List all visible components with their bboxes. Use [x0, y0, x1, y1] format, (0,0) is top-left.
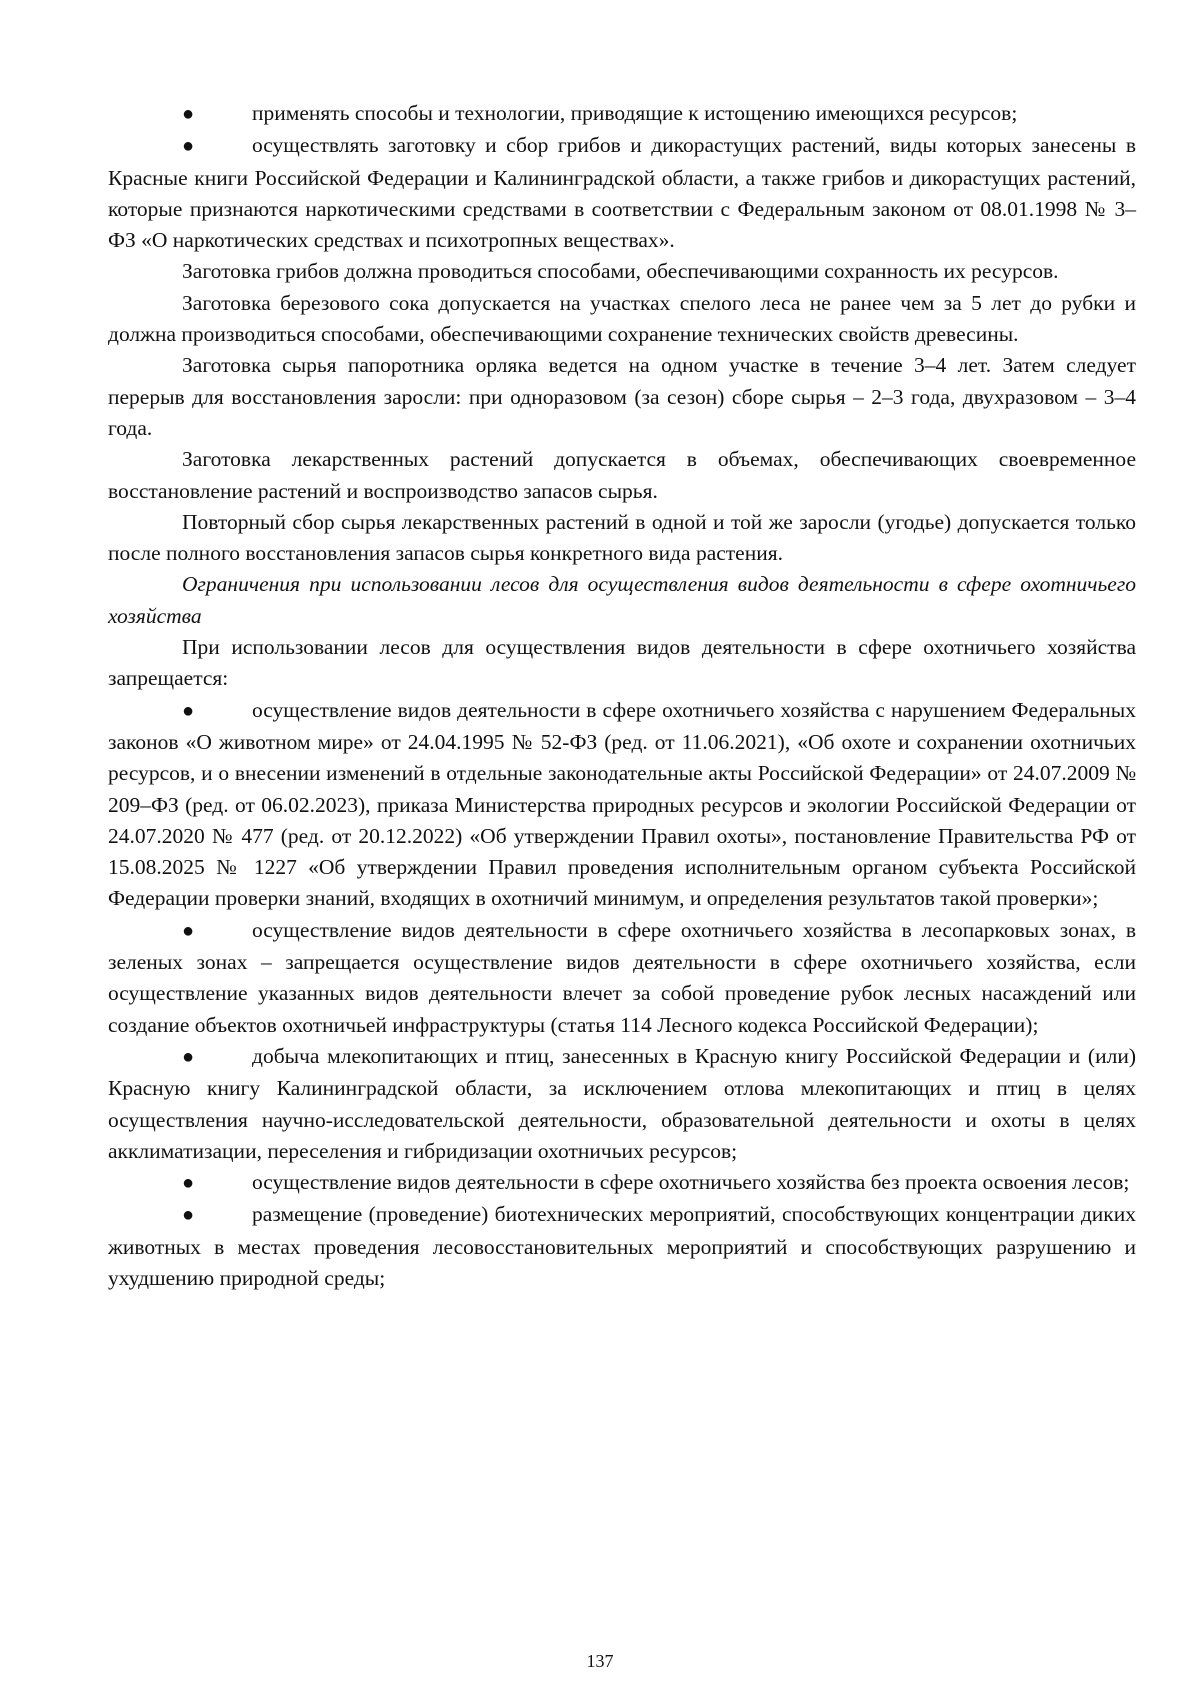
paragraph: При использовании лесов для осуществления видов деятельности в сфере охотничьего хозяйства запрещается: — [108, 635, 1136, 691]
paragraph: Повторный сбор сырья лекарственных растений в одной и той же заросли (угодье) допускается только после полного восстановления запасов сырья конкретного вида растения. — [108, 509, 1136, 566]
paragraph: Заготовка грибов должна проводиться способами, обеспечивающими сохранность их ресурсов. — [182, 259, 1059, 284]
bullet-item — [108, 98, 1136, 130]
bullet-marker: ● — [182, 135, 195, 158]
bullet-text: осуществлять заготовку и сбор грибов и дикорастущих растений, виды которых занесены в Красные книги Российской Федерации и Калининградской области, а также грибов и дикорастущих растений, которые признаются наркотическими средствами в соответствии с Федеральным законом от 08.01.1998 № 3–ФЗ «О наркотических средствах и психотропных веществах». — [108, 133, 1136, 253]
bullet-text: размещение (проведение) биотехнических мероприятий, способствующих концентрации диких животных в местах проведения лесовосстановительных мероприятий и способствующих разрушению и ухудшению природной среды; — [108, 1202, 1136, 1290]
bullet-text: осуществление видов деятельности в сфере охотничьего хозяйства в лесопарковых зонах, в зеленых зонах – запрещается осуществление видов деятельности в сфере охотничьего хозяйства, если осуществление указанных видов деятельности влечет за собой проведение рубок лесных насаждений или создание объектов охотничьей инфраструктуры (статья 114 Лесного кодекса Российской Федерации); — [108, 917, 1136, 1037]
bullet-item — [108, 1167, 1136, 1199]
bullet-item — [108, 695, 1136, 915]
bullet-item — [108, 915, 1136, 1041]
paragraph: Заготовка березового сока допускается на участках спелого леса не ранее чем за 5 лет до рубки и должна производиться способами, обеспечивающими сохранение технических свойств древесины. — [108, 290, 1136, 347]
paragraph: Заготовка сырья папоротника орляка ведется на одном участке в течение 3–4 лет. Затем следует перерыв для восстановления заросли: при одноразовом (за сезон) сборе сырья – 2–3 года, двухразовом – 3–4 года. — [108, 353, 1136, 440]
page-number: 137 — [586, 1651, 614, 1671]
bullet-item — [108, 1199, 1136, 1294]
section-heading: Ограничения при использовании лесов для осуществления видов деятельности в сфере охотничьего хозяйства — [108, 572, 1136, 628]
bullet-marker: ● — [182, 1204, 195, 1227]
bullet-text: осуществление видов деятельности в сфере охотничьего хозяйства с нарушением Федеральных законов «О животном мире» от 24.04.1995 № 52-ФЗ (ред. от 11.06.2021), «Об охоте и сохранении охотничьих ресурсов, и о внесении изменений в отдельные законодательные акты Российской Федерации» от 24.07.2009 № 209–ФЗ (ред. от 06.02.2023), приказа Министерства природных ресурсов и экологии Российской Федерации от 24.07.2020 № 477 (ред. от 20.12.2022) «Об утверждении Правил охоты», постановление Правительства РФ от 15.08.2025 № 1227 «Об утверждении Правил проведения исполнительным органом субъекта Российской Федерации проверки знаний, входящих в охотничий минимум, и определения результатов такой проверки»; — [108, 697, 1136, 911]
bullet-marker: ● — [182, 103, 195, 125]
bullet-text: осуществление видов деятельности в сфере охотничьего хозяйства без проекта освоения лесов; — [252, 1170, 1130, 1195]
bullet-marker: ● — [182, 1045, 195, 1068]
bullet-text: добыча млекопитающих и птиц, занесенных в Красную книгу Российской Федерации и (или) Красную книгу Калининградской области, за исключением отлова млекопитающих и птиц в целях осуществления научно-исследовательской деятельности, образовательной деятельности и охоты в целях акклиматизации, переселения и гибридизации охотничьих ресурсов; — [108, 1043, 1136, 1163]
bullet-item — [108, 1041, 1136, 1167]
bullet-marker: ● — [182, 919, 195, 942]
document-body — [108, 98, 1136, 1294]
bullet-marker: ● — [182, 1172, 195, 1195]
bullet-text: применять способы и технологии, приводящие к истощению имеющихся ресурсов; — [252, 101, 1018, 125]
paragraph: Заготовка лекарственных растений допускается в объемах, обеспечивающих своевременное восстановление растений и воспроизводство запасов сырья. — [108, 447, 1136, 503]
bullet-marker: ● — [182, 699, 195, 722]
bullet-item — [108, 130, 1136, 256]
